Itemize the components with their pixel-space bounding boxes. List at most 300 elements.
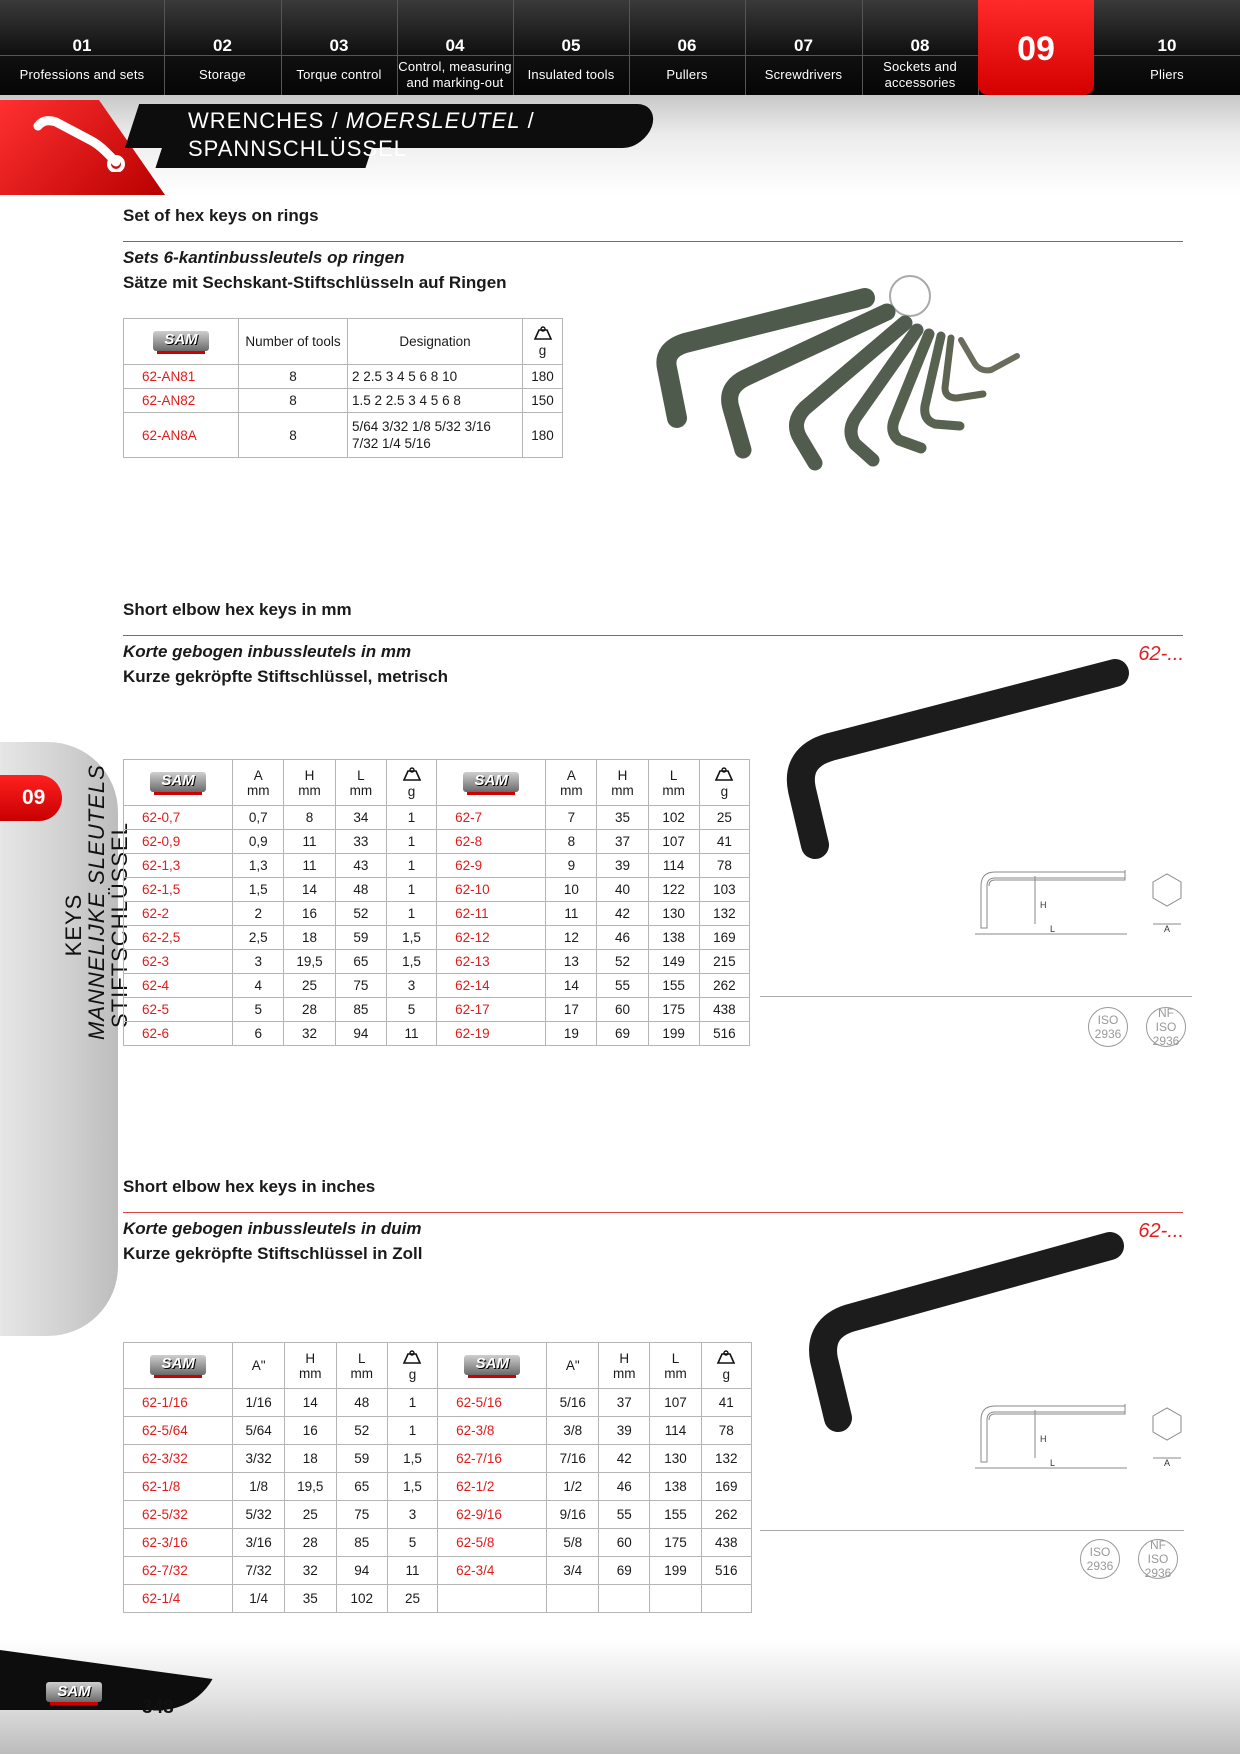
cell-value: 1 <box>386 830 436 854</box>
cell-code: 62-11 <box>437 902 546 926</box>
cell-value: 69 <box>599 1557 650 1585</box>
section2-table <box>123 759 750 1046</box>
cell-value: 107 <box>648 830 699 854</box>
nav-tab-07[interactable] <box>745 0 863 95</box>
sam-logo-cell <box>124 760 233 806</box>
cell-value: 28 <box>284 998 336 1022</box>
section3-table <box>123 1342 752 1613</box>
cell-value: 59 <box>335 926 386 950</box>
cell-value: 19,5 <box>284 950 336 974</box>
cell-code: 62-5/32 <box>124 1501 233 1529</box>
section1-title-nl: Sets 6-kantinbussleutels op ringen <box>123 248 405 267</box>
cell-value: 3/16 <box>233 1529 285 1557</box>
sam-logo: SAM <box>46 1680 114 1706</box>
section1-divider <box>123 241 1183 242</box>
svg-text:H: H <box>1040 900 1047 910</box>
cell-value: 42 <box>597 902 648 926</box>
cell-weight: 150 <box>523 389 563 413</box>
cell-value: 7/32 <box>233 1557 285 1585</box>
cell-value: 175 <box>650 1529 701 1557</box>
cell-value: 18 <box>284 1445 336 1473</box>
table-row <box>124 878 750 902</box>
nav-tab-number: 09 <box>1017 30 1055 68</box>
col-header-h: H mm <box>597 760 648 806</box>
cell-value: 60 <box>597 998 648 1022</box>
cell-value: 155 <box>648 974 699 998</box>
cell-value: 3/32 <box>233 1445 285 1473</box>
cell-designation: 2 2.5 3 4 5 6 8 10 <box>348 365 523 389</box>
table-header-row <box>124 1343 752 1389</box>
table-row <box>124 902 750 926</box>
weight-icon <box>715 1350 737 1364</box>
cell-code: 62-3/16 <box>124 1529 233 1557</box>
cell-weight: 180 <box>523 365 563 389</box>
cell-value: 78 <box>699 854 749 878</box>
weight-icon <box>401 767 423 781</box>
nav-tab-10[interactable] <box>1094 0 1240 95</box>
cell-value: 43 <box>335 854 386 878</box>
wrench-icon <box>30 112 125 172</box>
cell-code: 62-12 <box>437 926 546 950</box>
cell-code: 62-0,7 <box>124 806 233 830</box>
cell-code: 62-7/32 <box>124 1557 233 1585</box>
nav-tab-number: 06 <box>677 36 697 55</box>
table-row <box>124 1417 752 1445</box>
table-header-row <box>124 760 750 806</box>
cell-value: 130 <box>648 902 699 926</box>
nav-tab-label: Pliers <box>1150 67 1184 82</box>
cell-value: 1,5 <box>387 1445 437 1473</box>
cell-value: 55 <box>597 974 648 998</box>
svg-text:L: L <box>1050 1458 1056 1468</box>
cell-value: 3/8 <box>547 1417 599 1445</box>
cell-value: 28 <box>284 1529 336 1557</box>
dimension-diagram-inch <box>975 1402 1195 1474</box>
cell-value: 3 <box>233 950 284 974</box>
cell-value: 14 <box>546 974 597 998</box>
cell-value: 52 <box>336 1417 387 1445</box>
cell-value: 48 <box>336 1389 387 1417</box>
cell-value: 65 <box>335 950 386 974</box>
dimension-diagram-mm <box>975 868 1195 940</box>
cell-code: 62-3/8 <box>438 1417 547 1445</box>
cell-value: 1 <box>386 878 436 902</box>
cell-value: 1 <box>387 1417 437 1445</box>
cell-value: 3 <box>387 1501 437 1529</box>
nav-tab-01[interactable] <box>0 0 165 95</box>
cell-designation: 1.5 2 2.5 3 4 5 6 8 <box>348 389 523 413</box>
cell-value: 41 <box>699 830 749 854</box>
cell-value: 130 <box>650 1445 701 1473</box>
cell-value: 1,3 <box>233 854 284 878</box>
table-row <box>124 998 750 1022</box>
nav-tab-03[interactable] <box>281 0 398 95</box>
cell-code: 62-1/4 <box>124 1585 233 1613</box>
cell-value: 75 <box>336 1501 387 1529</box>
cell-value: 516 <box>701 1557 751 1585</box>
weight-icon <box>401 1350 423 1364</box>
cell-value: 14 <box>284 878 336 902</box>
sam-logo: SAM <box>150 770 206 796</box>
sam-logo: SAM <box>463 770 519 796</box>
cell-value: 5/64 <box>233 1417 285 1445</box>
cell-value: 40 <box>597 878 648 902</box>
cell-code: 62-9/16 <box>438 1501 547 1529</box>
cell-value: 5 <box>233 998 284 1022</box>
cell-value: 9 <box>546 854 597 878</box>
cell-value: 516 <box>699 1022 749 1046</box>
nav-tab-number: 01 <box>72 36 92 55</box>
nav-tab-number: 10 <box>1157 36 1177 55</box>
cell-value: 11 <box>386 1022 436 1046</box>
section2-title-de: Kurze gekröpfte Stiftschlüssel, metrisch <box>123 667 448 686</box>
cell-value: 69 <box>597 1022 648 1046</box>
table-row <box>124 1022 750 1046</box>
cell-value: 46 <box>599 1473 650 1501</box>
cell-value: 39 <box>597 854 648 878</box>
cell-value: 114 <box>650 1417 701 1445</box>
cell-value: 60 <box>599 1529 650 1557</box>
col-header-a: A" <box>233 1343 285 1389</box>
svg-text:L: L <box>1050 924 1056 934</box>
cell-value: 1,5 <box>233 878 284 902</box>
sam-logo: SAM <box>153 329 209 355</box>
col-header-l: L mm <box>336 1343 387 1389</box>
cell-value: 138 <box>650 1473 701 1501</box>
table-row <box>124 1389 752 1417</box>
cell-value: 132 <box>701 1445 751 1473</box>
cell-value: 4 <box>233 974 284 998</box>
nav-tab-label: Torque control <box>296 67 382 82</box>
section2-reference: 62-... <box>1138 643 1184 665</box>
cell-value: 1 <box>386 902 436 926</box>
cell-code: 62-AN81 <box>124 365 239 389</box>
cell-value: 19,5 <box>284 1473 336 1501</box>
cell-value: 2 <box>233 902 284 926</box>
cell-code: 62-13 <box>437 950 546 974</box>
weight-icon <box>713 767 735 781</box>
cell-value: 13 <box>546 950 597 974</box>
cell-value: 1/4 <box>233 1585 285 1613</box>
section2-rule <box>760 996 1192 997</box>
col-header-a: A mm <box>546 760 597 806</box>
col-header-h: H mm <box>284 1343 336 1389</box>
nav-tab-label: Professions and sets <box>19 67 145 82</box>
sam-logo: SAM <box>464 1353 520 1379</box>
sam-logo-cell <box>438 1343 547 1389</box>
cell-value: 5/8 <box>547 1529 599 1557</box>
cell-value: 438 <box>699 998 749 1022</box>
col-header-h: H mm <box>599 1343 650 1389</box>
table-row <box>124 926 750 950</box>
cell-value: 215 <box>699 950 749 974</box>
cell-value: 11 <box>546 902 597 926</box>
cell-value: 59 <box>336 1445 387 1473</box>
footer-sam-logo <box>46 1680 114 1706</box>
nav-tab-label: Pullers <box>666 67 708 82</box>
col-header-h: H mm <box>284 760 336 806</box>
nav-tab-number: 03 <box>329 36 349 55</box>
nav-tab-05[interactable] <box>513 0 630 95</box>
col-header-weight: g <box>701 1343 751 1389</box>
cell-code: 62-17 <box>437 998 546 1022</box>
nf-iso-2936-badge: NF ISO 2936 <box>1146 1007 1186 1047</box>
table-row <box>124 389 563 413</box>
table-row <box>124 1445 752 1473</box>
cell-code: 62-1/2 <box>438 1473 547 1501</box>
cell-value: 175 <box>648 998 699 1022</box>
cell-value: 10 <box>546 878 597 902</box>
cell-value: 1 <box>386 806 436 830</box>
cell-code: 62-7/16 <box>438 1445 547 1473</box>
sam-logo-cell <box>437 760 546 806</box>
cell-value: 7/16 <box>547 1445 599 1473</box>
nav-tab-number: 08 <box>910 36 930 55</box>
col-header-l: L mm <box>335 760 386 806</box>
cell-code: 62-6 <box>124 1022 233 1046</box>
cell-value: 11 <box>284 854 336 878</box>
nav-tab-label <box>978 58 1094 92</box>
cell-code: 62-5/16 <box>438 1389 547 1417</box>
cell-value: 85 <box>335 998 386 1022</box>
cell-value: 94 <box>335 1022 386 1046</box>
cell-value: 149 <box>648 950 699 974</box>
section2-title-nl: Korte gebogen inbussleutels in mm <box>123 642 412 661</box>
cell-value: 107 <box>650 1389 701 1417</box>
nav-tab-label: Insulated tools <box>527 67 615 82</box>
cell-code: 62-19 <box>437 1022 546 1046</box>
cell-value: 85 <box>336 1529 387 1557</box>
cell-value: 2,5 <box>233 926 284 950</box>
cell-value: 55 <box>599 1501 650 1529</box>
cell-tools: 8 <box>239 413 348 458</box>
section3-title-en: Short elbow hex keys in inches <box>123 1177 376 1196</box>
cell-value: 25 <box>284 974 336 998</box>
cell-value: 75 <box>335 974 386 998</box>
col-header-designation: Designation <box>348 319 523 365</box>
hex-key-image-mm <box>770 655 1130 865</box>
cell-value: 14 <box>284 1389 336 1417</box>
cell-value: 262 <box>701 1501 751 1529</box>
col-header-weight: g <box>386 760 436 806</box>
cell-value: 5/32 <box>233 1501 285 1529</box>
cell-value: 25 <box>387 1585 437 1613</box>
cell-value: 19 <box>546 1022 597 1046</box>
nav-tab-09[interactable] <box>978 0 1094 95</box>
table-row <box>124 1529 752 1557</box>
cell-code: 62-5/8 <box>438 1529 547 1557</box>
table-row <box>124 1585 752 1613</box>
cell-value: 102 <box>336 1585 387 1613</box>
section1-title-de: Sätze mit Sechskant-Stiftschlüsseln auf Ringen <box>123 273 507 292</box>
col-header-weight: g <box>523 319 563 365</box>
cell-code: 62-9 <box>437 854 546 878</box>
cell-code: 62-1,5 <box>124 878 233 902</box>
cell-designation: 5/64 3/32 1/8 5/32 3/16 7/32 1/4 5/16 <box>348 413 523 458</box>
cell-value: 16 <box>284 902 336 926</box>
cell-value: 39 <box>599 1417 650 1445</box>
cell-value: 103 <box>699 878 749 902</box>
cell-code: 62-5/64 <box>124 1417 233 1445</box>
nav-tab-02[interactable] <box>164 0 282 95</box>
cell-value: 37 <box>599 1389 650 1417</box>
nav-tab-label: Storage <box>199 67 246 82</box>
cell-value: 0,9 <box>233 830 284 854</box>
cell-empty <box>599 1585 650 1613</box>
cell-value: 35 <box>597 806 648 830</box>
cell-value: 0,7 <box>233 806 284 830</box>
nav-tab-label: Screwdrivers <box>764 67 843 82</box>
section1-title-en: Set of hex keys on rings <box>123 206 319 225</box>
cell-value: 122 <box>648 878 699 902</box>
sam-logo: SAM <box>150 1353 206 1379</box>
cell-value: 42 <box>599 1445 650 1473</box>
col-header-a: A" <box>547 1343 599 1389</box>
cell-code: 62-7 <box>437 806 546 830</box>
cell-value: 3 <box>386 974 436 998</box>
nav-tab-number: 04 <box>445 36 465 55</box>
cell-code: 62-1/16 <box>124 1389 233 1417</box>
cell-code: 62-1,3 <box>124 854 233 878</box>
table-row <box>124 830 750 854</box>
sam-logo-cell <box>124 1343 233 1389</box>
weight-icon <box>532 326 554 340</box>
nav-tab-06[interactable] <box>629 0 746 95</box>
cell-value: 25 <box>284 1501 336 1529</box>
cell-value: 1 <box>387 1389 437 1417</box>
cell-value: 5 <box>387 1529 437 1557</box>
cell-value: 8 <box>284 806 336 830</box>
col-header-a: A mm <box>233 760 284 806</box>
section3-title-nl: Korte gebogen inbussleutels in duim <box>123 1219 422 1238</box>
cell-value: 48 <box>335 878 386 902</box>
svg-text:H: H <box>1040 1434 1047 1444</box>
cell-value: 1,5 <box>386 950 436 974</box>
cell-code: 62-AN8A <box>124 413 239 458</box>
nav-tab-number: 07 <box>794 36 813 55</box>
section3-title-de: Kurze gekröpfte Stiftschlüssel in Zoll <box>123 1244 423 1263</box>
nf-iso-2936-badge: NF ISO 2936 <box>1138 1539 1178 1579</box>
cell-value: 46 <box>597 926 648 950</box>
table-row <box>124 806 750 830</box>
cell-value: 78 <box>701 1417 751 1445</box>
cell-code: 62-1/8 <box>124 1473 233 1501</box>
cell-empty <box>701 1585 751 1613</box>
cell-empty <box>438 1585 547 1613</box>
svg-text:A: A <box>1164 924 1171 934</box>
cell-code: 62-2,5 <box>124 926 233 950</box>
cell-value: 18 <box>284 926 336 950</box>
cell-code: 62-14 <box>437 974 546 998</box>
cell-value: 52 <box>597 950 648 974</box>
cell-value: 199 <box>648 1022 699 1046</box>
cell-value: 114 <box>648 854 699 878</box>
table-row <box>124 974 750 998</box>
cell-code: 62-0,9 <box>124 830 233 854</box>
cell-value: 11 <box>284 830 336 854</box>
cell-empty <box>650 1585 701 1613</box>
cell-value: 16 <box>284 1417 336 1445</box>
cell-value: 37 <box>597 830 648 854</box>
cell-value: 25 <box>699 806 749 830</box>
cell-value: 169 <box>699 926 749 950</box>
cell-value: 33 <box>335 830 386 854</box>
cell-value: 34 <box>335 806 386 830</box>
cell-value: 8 <box>546 830 597 854</box>
cell-code: 62-5 <box>124 998 233 1022</box>
section3-divider <box>123 1212 1183 1213</box>
cell-value: 11 <box>387 1557 437 1585</box>
table-row <box>124 854 750 878</box>
cell-value: 94 <box>336 1557 387 1585</box>
cell-value: 7 <box>546 806 597 830</box>
cell-value: 65 <box>336 1473 387 1501</box>
cell-code: 62-8 <box>437 830 546 854</box>
cell-code: 62-AN82 <box>124 389 239 413</box>
cell-value: 102 <box>648 806 699 830</box>
cell-value: 199 <box>650 1557 701 1585</box>
cell-value: 1/16 <box>233 1389 285 1417</box>
cell-value: 17 <box>546 998 597 1022</box>
cell-value: 1 <box>386 854 436 878</box>
col-header-weight: g <box>699 760 749 806</box>
cell-value: 9/16 <box>547 1501 599 1529</box>
nav-tab-08[interactable] <box>862 0 979 95</box>
nav-tab-04[interactable] <box>397 0 514 95</box>
cell-value: 1,5 <box>387 1473 437 1501</box>
col-header-l: L mm <box>650 1343 701 1389</box>
table-row <box>124 413 563 458</box>
cell-value: 32 <box>284 1022 336 1046</box>
cell-code: 62-4 <box>124 974 233 998</box>
cell-value: 132 <box>699 902 749 926</box>
table-row <box>124 950 750 974</box>
table-row <box>124 1557 752 1585</box>
cell-code: 62-3/4 <box>438 1557 547 1585</box>
cell-tools: 8 <box>239 389 348 413</box>
section2-title-en: Short elbow hex keys in mm <box>123 600 352 619</box>
page-number: 348 <box>142 1697 174 1718</box>
svg-text:A: A <box>1164 1458 1171 1468</box>
section3-rule <box>760 1530 1184 1531</box>
col-header-l: L mm <box>648 760 699 806</box>
section2-divider <box>123 635 1183 636</box>
nav-tab-number: 05 <box>561 36 581 55</box>
page-title: WRENCHES / MOERSLEUTEL / SPANNSCHLÜSSEL <box>188 108 535 161</box>
cell-value: 5 <box>386 998 436 1022</box>
cell-value: 6 <box>233 1022 284 1046</box>
sam-logo-cell <box>124 319 239 365</box>
cell-value: 5/16 <box>547 1389 599 1417</box>
cell-value: 35 <box>284 1585 336 1613</box>
nav-tab-label: Sockets and accessories <box>883 59 957 90</box>
iso-2936-badge: ISO 2936 <box>1088 1007 1128 1047</box>
section3-reference: 62-... <box>1138 1220 1184 1242</box>
cell-value: 155 <box>650 1501 701 1529</box>
cell-value: 262 <box>699 974 749 998</box>
table-row <box>124 1501 752 1529</box>
cell-value: 32 <box>284 1557 336 1585</box>
section1-table <box>123 318 563 458</box>
nav-tab-number: 02 <box>213 36 232 55</box>
table-row <box>124 1473 752 1501</box>
iso-2936-badge: ISO 2936 <box>1080 1539 1120 1579</box>
cell-value: 41 <box>701 1389 751 1417</box>
table-row <box>124 365 563 389</box>
cell-weight: 180 <box>523 413 563 458</box>
cell-value: 438 <box>701 1529 751 1557</box>
cell-value: 1,5 <box>386 926 436 950</box>
